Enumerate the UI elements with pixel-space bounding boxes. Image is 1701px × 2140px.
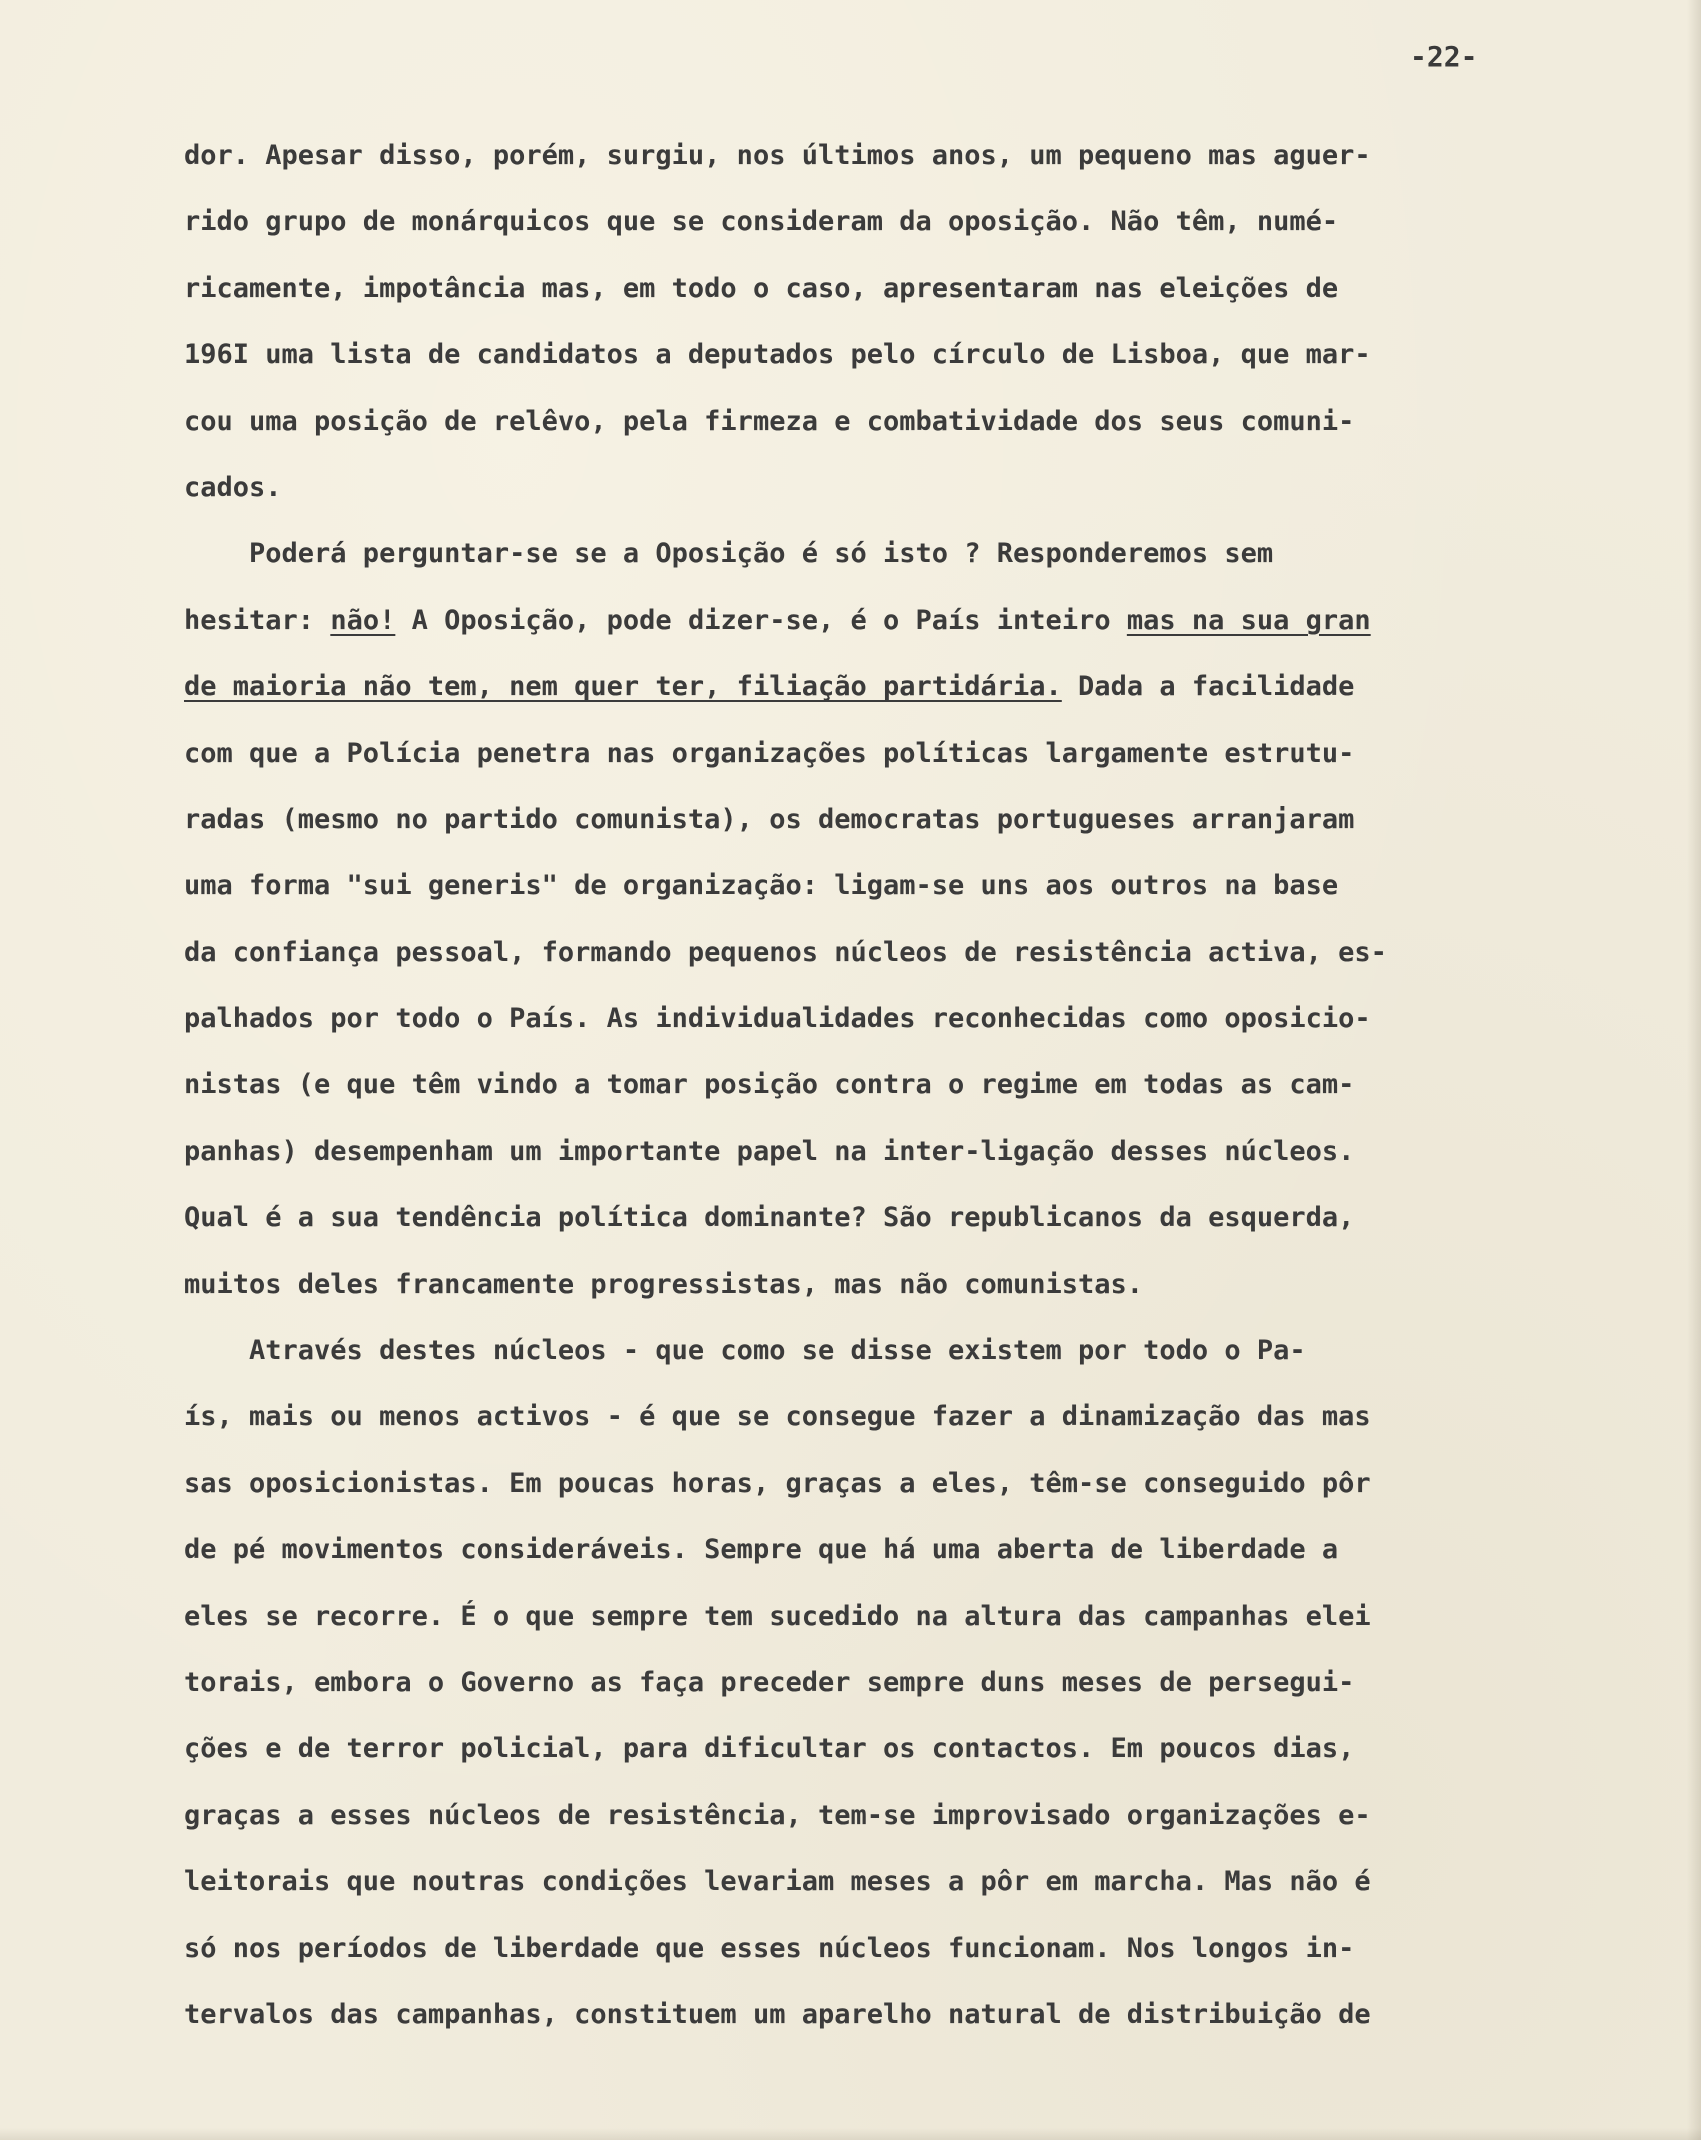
text-line: de pé movimentos consideráveis. Sempre que há uma aberta de liberdade a [184,1534,1339,1566]
text-line: com que a Polícia penetra nas organizações políticas largamente estrutu- [184,737,1355,769]
text-line: ricamente, impotância mas, em todo o caso, apresentaram nas eleições de [184,272,1339,304]
text-line: torais, embora o Governo as faça preceder sempre duns meses de persegui- [184,1666,1355,1698]
text-line: dor. Apesar disso, porém, surgiu, nos últimos anos, um pequeno mas aguer- [184,140,1371,171]
page-edge-shadow [1687,0,1701,2140]
text-line: palhados por todo o País. As individualidades reconhecidas como oposicio- [184,1003,1371,1035]
text-line: Através destes núcleos - que como se disse existem por todo o Pa- [184,1335,1306,1367]
underlined-text: mas na sua gran [1126,604,1371,636]
text-line-underlined [184,665,1674,731]
text-fragment: hesitar: [184,604,331,636]
text-line: uma forma "sui generis" de organização: ligam-se uns aos outros na base [184,870,1339,902]
text-line: tervalos das campanhas, constituem um aparelho natural de distribuição de [184,1998,1371,2030]
text-line: radas (mesmo no partido comunista), os democratas portugueses arranjaram [184,803,1355,835]
page-number: -22- [1410,40,1478,73]
text-line: 196I uma lista de candidatos a deputados pelo círculo de Lisboa, que mar- [184,339,1371,371]
underlined-text: de maioria não tem, nem quer ter, filiação partidária. [184,671,1062,703]
text-fragment: A Oposição, pode dizer-se, é o País inteiro [395,604,1127,636]
text-line-underlined [184,599,1674,665]
text-line: panhas) desempenham um importante papel na inter-ligação desses núcleos. [184,1135,1355,1167]
text-line: eles se recorre. É o que sempre tem sucedido na altura das campanhas elei [184,1600,1371,1632]
text-line: cados. [184,471,282,503]
text-line: Qual é a sua tendência política dominante? São republicanos da esquerda, [184,1202,1355,1234]
text-line: leitorais que noutras condições levariam meses a pôr em marcha. Mas não é [184,1866,1371,1898]
text-line: sas oposicionistas. Em poucas horas, graças a eles, têm-se conseguido pôr [184,1467,1371,1499]
page-bottom-shadow [0,2128,1701,2140]
text-line: rido grupo de monárquicos que se consideram da oposição. Não têm, numé- [184,206,1339,238]
text-line: graças a esses núcleos de resistência, tem-se improvisado organizações e- [184,1799,1371,1831]
underlined-text: não! [330,604,396,636]
text-line: nistas (e que têm vindo a tomar posição contra o regime em todas as cam- [184,1069,1355,1101]
text-line: ís, mais ou menos activos - é que se consegue fazer a dinamização das mas [184,1401,1371,1433]
text-line: só nos períodos de liberdade que esses núcleos funcionam. Nos longos in- [184,1932,1355,1964]
typewritten-body [184,134,1674,2059]
text-line: cou uma posição de relêvo, pela firmeza e combatividade dos seus comuni- [184,405,1355,437]
text-line: ções e de terror policial, para dificultar os contactos. Em poucos dias, [184,1733,1355,1765]
text-line: muitos deles francamente progressistas, mas não comunistas. [184,1268,1144,1300]
text-line: Poderá perguntar-se se a Oposição é só isto ? Responderemos sem [184,538,1274,570]
text-fragment: Dada a facilidade [1061,671,1355,703]
text-line: da confiança pessoal, formando pequenos núcleos de resistência activa, es- [184,936,1387,968]
